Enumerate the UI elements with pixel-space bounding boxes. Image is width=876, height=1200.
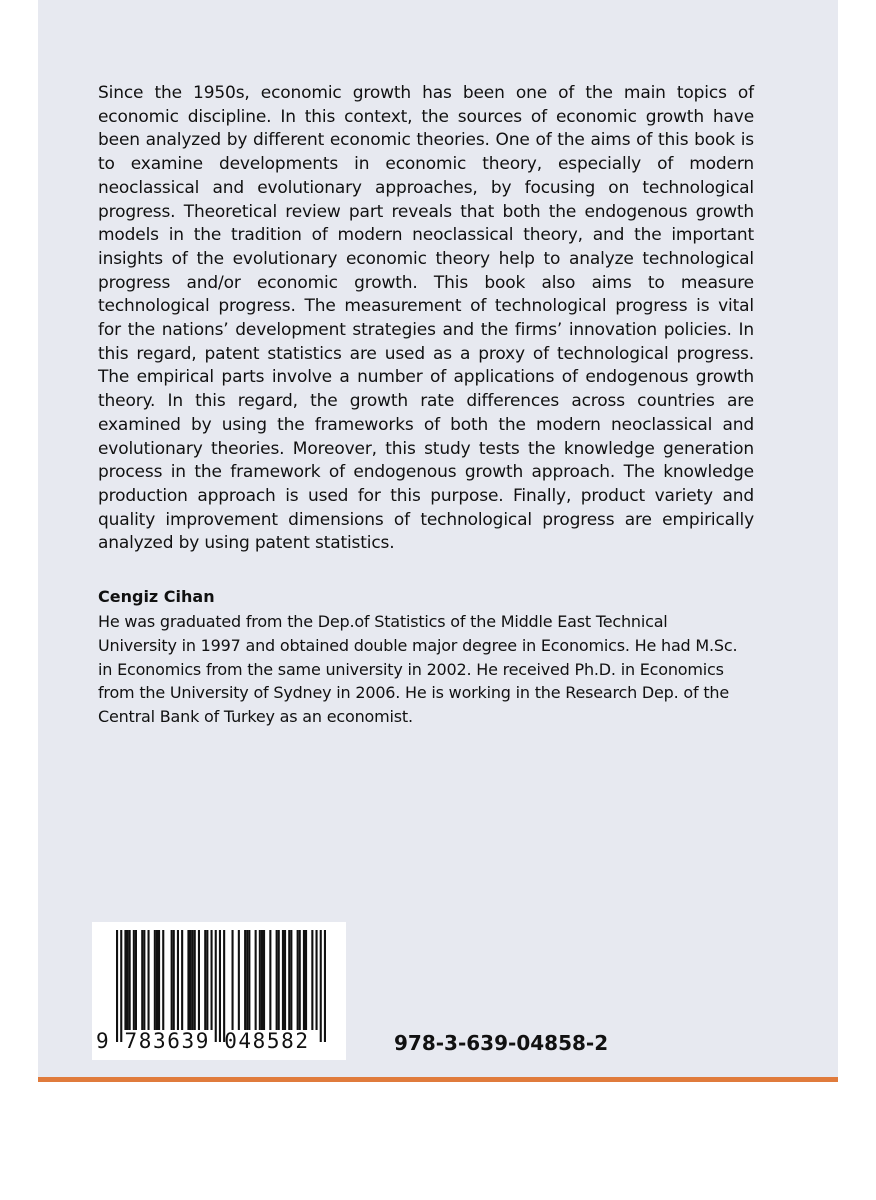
- barcode-bar: [204, 930, 206, 1030]
- barcode-bar: [192, 930, 194, 1030]
- barcode-bar: [261, 930, 263, 1030]
- barcode-bar: [190, 930, 192, 1030]
- isbn-barcode: [92, 922, 346, 1060]
- barcode-bar: [116, 930, 118, 1042]
- barcode-bar: [156, 930, 158, 1030]
- barcode-bar: [282, 930, 284, 1030]
- barcode-bar: [148, 930, 150, 1030]
- barcode-bar: [215, 930, 217, 1042]
- barcode-bar: [311, 930, 313, 1030]
- barcode-bar: [177, 930, 179, 1030]
- barcode-bar: [276, 930, 278, 1030]
- barcode-bar: [316, 930, 318, 1030]
- barcode-bar: [305, 930, 307, 1030]
- barcode-bar: [143, 930, 145, 1030]
- barcode-bar: [299, 930, 301, 1030]
- barcode-bar: [198, 930, 200, 1030]
- author-name: Cengiz Cihan: [98, 587, 215, 606]
- barcode-bar: [284, 930, 286, 1030]
- barcode-bar: [324, 930, 326, 1042]
- book-description: Since the 1950s, economic growth has been one of the main topics of economic discipline. In this context, the sources of economic growth have been analyzed by different economic theories. One of the aims of this book is to examine developments in economic theory, especially of modern neoclassical and evolutionary approaches, by focusing on technological progress. Theoretical review part reveals that both the endogenous growth models in the tradition of modern neoclassical theory, and the important insights of the evolutionary economic theory help to analyze technological progress and/or economic growth. This book also aims to measure technological progress. The measurement of technological progress is vital for the nations’ development strategies and the firms’ innovation policies. In this regard, patent statistics are used as a proxy of technological progress. The empirical parts involve a number of applications of endogenous growth theory. In this regard, the growth rate differences across countries are examined by using the frameworks of both the modern neoclassical and evolutionary theories. Moreover, this study tests the knowledge generation process in the framework of endogenous growth approach. The knowledge production approach is used for this purpose. Finally, product variety and quality improvement dimensions of technological progress are empirically analyzed by using patent statistics.: [98, 83, 754, 554]
- barcode-bar: [162, 930, 164, 1030]
- barcode-bar: [129, 930, 131, 1030]
- barcode-bar: [171, 930, 173, 1030]
- barcode-bar: [206, 930, 208, 1030]
- barcode-bar: [127, 930, 129, 1030]
- barcode-bar: [181, 930, 183, 1030]
- barcode-bar: [244, 930, 246, 1030]
- barcode-bar: [133, 930, 135, 1030]
- barcode-bar: [303, 930, 305, 1030]
- barcode-bar: [194, 930, 196, 1030]
- barcode-bar: [269, 930, 271, 1030]
- barcode-bar: [173, 930, 175, 1030]
- accent-bar: [38, 1077, 838, 1082]
- barcode-bar: [158, 930, 160, 1030]
- barcode-bar: [154, 930, 156, 1030]
- barcode-bar: [288, 930, 290, 1030]
- barcode-bar: [187, 930, 189, 1030]
- isbn-number: 978-3-639-04858-2: [394, 1031, 609, 1055]
- barcode-bar: [297, 930, 299, 1030]
- barcode-bar: [124, 930, 126, 1030]
- barcode-bar: [120, 930, 122, 1042]
- barcode-bar: [290, 930, 292, 1030]
- barcode-bar: [255, 930, 257, 1030]
- barcode-bar: [211, 930, 213, 1030]
- barcode-bar: [141, 930, 143, 1030]
- author-bio: He was graduated from the Dep.of Statistics of the Middle East Technical University in 1997 and obtained double major degree in Economics. He had M.Sc. in Economics from the same university in 2002. He received Ph.D. in Economics from the University of Sydney in 2006. He is working in the Research Dep. of the Central Bank of Turkey as an economist.: [98, 612, 738, 727]
- barcode-bar: [238, 930, 240, 1030]
- barcode-bar: [232, 930, 234, 1030]
- barcode-bar: [223, 930, 225, 1042]
- barcode-bar: [248, 930, 250, 1030]
- barcode-bar: [246, 930, 248, 1030]
- barcode-bar: [219, 930, 221, 1042]
- barcode-bar: [135, 930, 137, 1030]
- barcode-bar: [320, 930, 322, 1042]
- barcode-bar: [278, 930, 280, 1030]
- barcode-bar: [259, 930, 261, 1030]
- barcode-bar: [263, 930, 265, 1030]
- barcode-digits: 9 783639 048582: [96, 1029, 310, 1053]
